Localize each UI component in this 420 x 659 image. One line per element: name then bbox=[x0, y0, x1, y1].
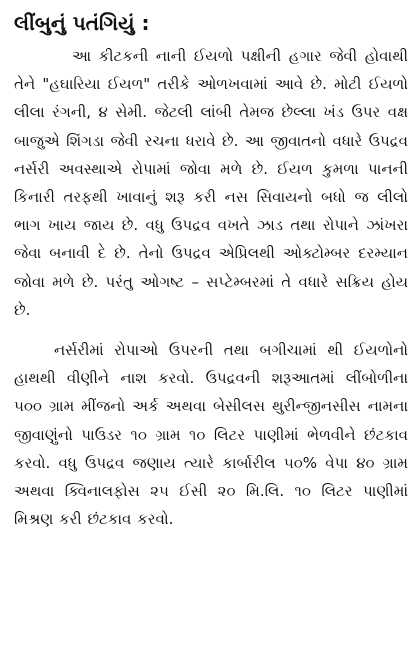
section-heading: લીંબુનું પતંગિયું : bbox=[14, 11, 150, 35]
description-paragraph: આ કીટકની નાની ઈયળો પક્ષીની હગાર જેવી હોવાથી તેને "હઘારિયા ઈયળ" તરીકે ઓળખવામાં આવે છે. મોટી ઈયળો લીલા રંગની, ૪ સેમી. જેટલી લાંબી તેમજ છેલ્લા ખંડ ઉપર વક્ષ બાજુએ શિંગડા જેવી રચના ધરાવે છે. આ જીવાતનો વધારે ઉપદ્રવ નર્સરી અવસ્થાએ રોપામાં જોવા મળે છે. ઈયળ કુમળા પાનની કિનારી તરફથી ખાવાનું શરૂ કરી નસ સિવાયનો બધો જ લીલો ભાગ ખાય જાય છે. વધુ ઉપદ્રવ વખતે ઝાડ તથા રોપાને ઝાંખરા જેવા બનાવી દે છે. તેનો ઉપદ્રવ એપ્રિલથી ઓક્ટોમ્બર દરમ્યાન જોવા મળે છે. પરંતુ ઓગષ્ટ – સપ્ટેમ્બરમાં તે વધારે સક્રિય હોય છે. bbox=[14, 47, 408, 319]
control-measures-paragraph: નર્સરીમાં રોપાઓ ઉપરની તથા બગીચામાં થી ઈયળોનો હાથથી વીણીને નાશ કરવો. ઉપદ્રવની શરૂઆતમાં લીંબોળીના ૫૦૦ ગ્રામ મીંજનો અર્ક અથવા બેસીલસ થુરીન્જીનસીસ નામના જીવાણુંનો પાઉડર ૧૦ ગ્રામ ૧૦ લિટર પાણીમાં ભેળવીને છંટકાવ કરવો. વધુ ઉપદ્રવ જણાય ત્યારે કાર્બારીલ ૫૦% વેપા ૪૦ ગ્રામ અથવા ક્વિનાલફોસ ૨૫ ઈસી ૨૦ મિ.લિ. ૧૦ લિટર પાણીમાં મિશ્રણ કરી છંટકાવ કરવો. bbox=[14, 341, 408, 529]
